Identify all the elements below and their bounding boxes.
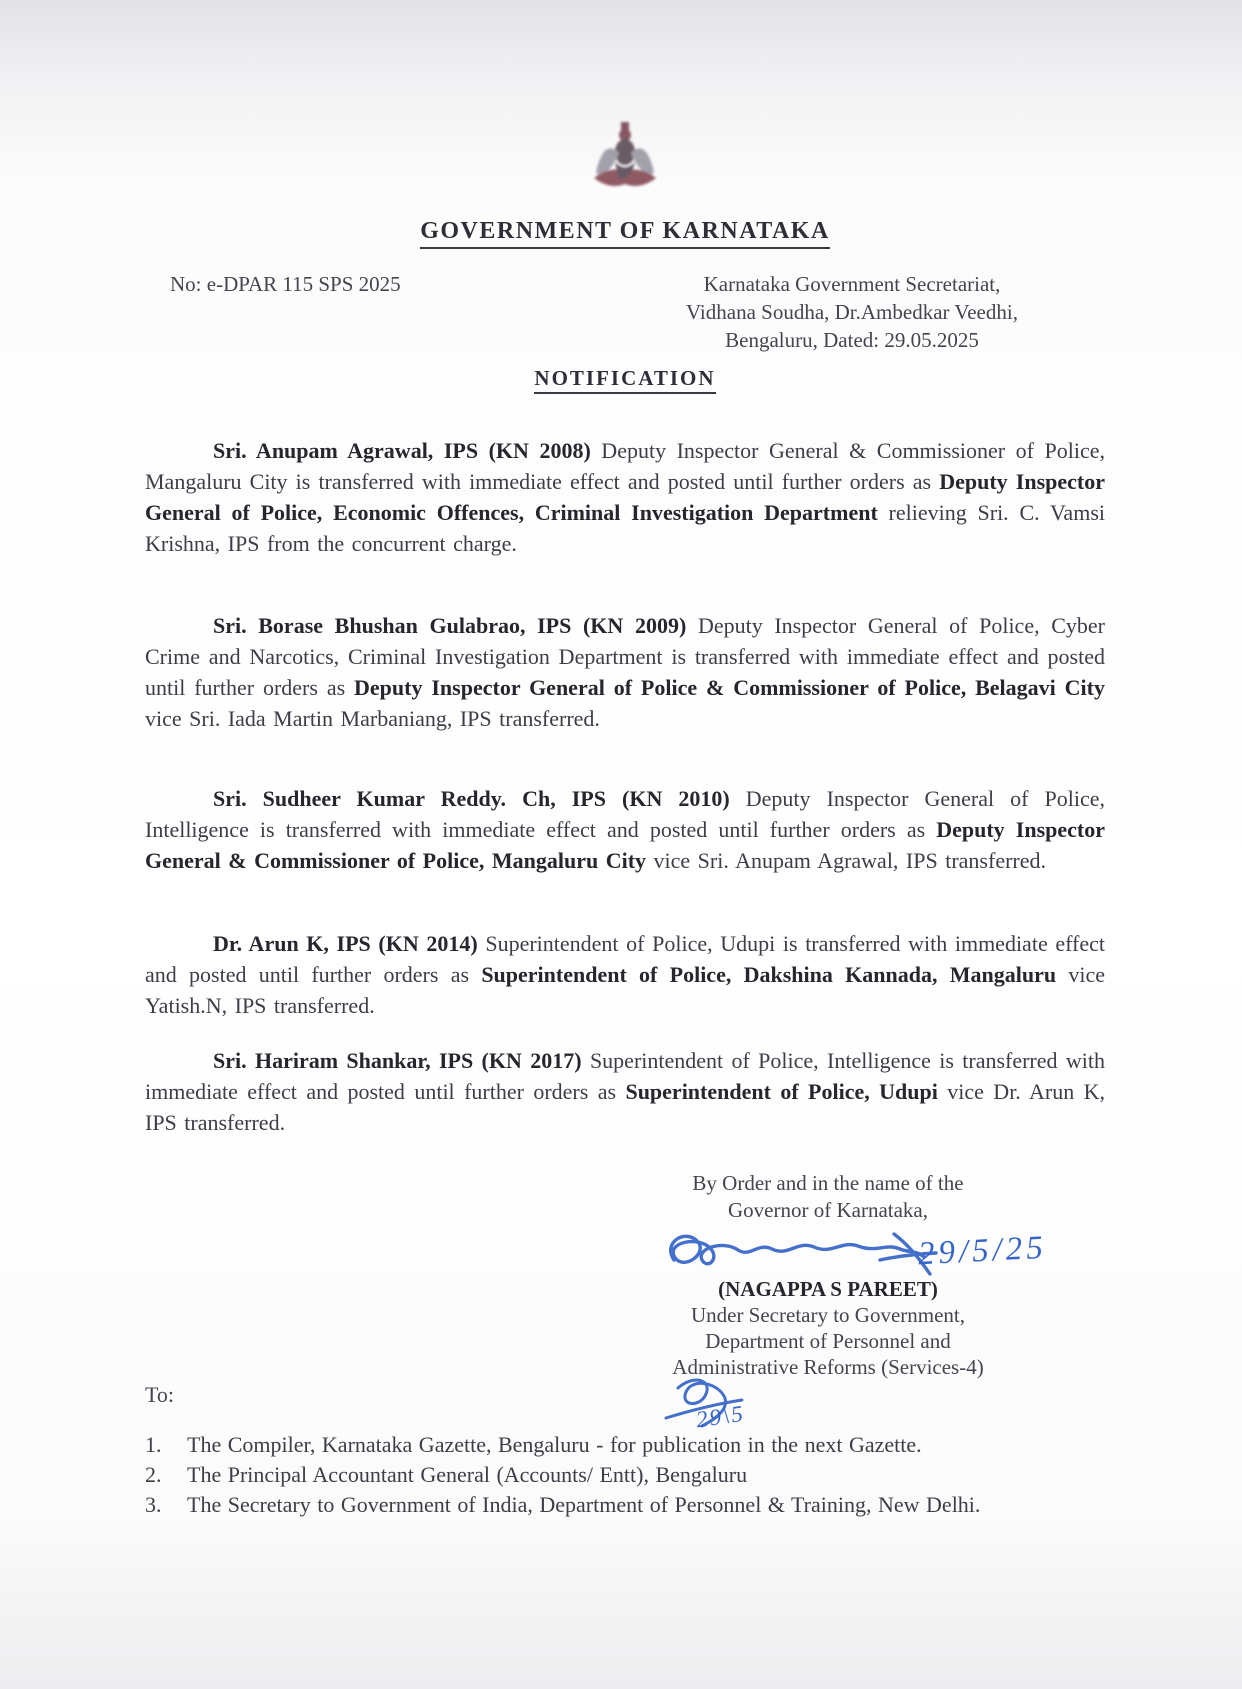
- reference-number: No: e-DPAR 115 SPS 2025: [170, 272, 401, 296]
- order-text-5b: vice Dr. Arun K, IPS transferred.: [145, 1079, 1106, 1135]
- officer-name-5: Sri. Hariram Shankar, IPS (KN 2017): [213, 1048, 582, 1073]
- item-text-2: The Principal Accountant General (Accounts/ Entt), Bengaluru: [187, 1462, 748, 1487]
- designation-line-3: Administrative Reforms (Services-4): [672, 1355, 984, 1379]
- address-line-3: Bengaluru, Dated: 29.05.2025: [725, 328, 979, 352]
- signature-block: [618, 1170, 1048, 1380]
- distribution-item-2: [145, 1460, 1105, 1489]
- to-label: To:: [145, 1382, 175, 1407]
- by-order-line-2: Governor of Karnataka,: [728, 1198, 928, 1222]
- order-text-3b: vice Sri. Anupam Agrawal, IPS transferred.: [646, 848, 1046, 873]
- new-posting-4: Superintendent of Police, Dakshina Kannada, Mangaluru: [481, 962, 1057, 987]
- address-line-1: Karnataka Government Secretariat,: [703, 272, 1001, 296]
- officer-name-3: Sri. Sudheer Kumar Reddy. Ch, IPS (KN 2010): [213, 786, 730, 811]
- order-text-1a: Deputy Inspector General & Commissioner of Police, Mangaluru City is transferred with immediate effect and posted until further orders as: [145, 438, 1105, 494]
- issuing-address: [637, 270, 1067, 354]
- officer-name-1: Sri. Anupam Agrawal, IPS (KN 2008): [213, 438, 591, 463]
- signature-ink-icon: [658, 1216, 958, 1284]
- by-order-line-1: By Order and in the name of the: [692, 1171, 964, 1195]
- address-line-2: Vidhana Soudha, Dr.Ambedkar Veedhi,: [686, 300, 1018, 324]
- document-title-text: GOVERNMENT OF KARNATAKA: [420, 218, 830, 249]
- item-text-3: The Secretary to Government of India, Department of Personnel & Training, New Delhi.: [187, 1492, 981, 1517]
- order-paragraph-1: [145, 435, 1105, 559]
- distribution-list: [145, 1430, 1105, 1520]
- document-title: [145, 218, 1105, 249]
- designation-line-2: Department of Personnel and: [705, 1329, 951, 1353]
- designation-line-1: Under Secretary to Government,: [690, 1303, 966, 1327]
- notification-heading: [145, 366, 1105, 394]
- order-text-1b: relieving Sri. C. Vamsi Krishna, IPS from the concurrent charge.: [145, 500, 1105, 556]
- new-posting-2: Deputy Inspector General of Police & Commissioner of Police, Belagavi City: [354, 675, 1105, 700]
- order-text-2a: Deputy Inspector General of Police, Cyber Crime and Narcotics, Criminal Investigation Department is transferred with immediate effect and posted until further orders as: [145, 613, 1106, 700]
- signatory-name: (NAGAPPA S PAREET): [718, 1277, 938, 1301]
- notification-heading-text: NOTIFICATION: [534, 366, 715, 394]
- distribution-item-1: [145, 1430, 1105, 1459]
- handwritten-signature: [618, 1224, 1048, 1276]
- order-text-4a: Superintendent of Police, Udupi is transferred with immediate effect and posted until further orders as: [145, 931, 1105, 987]
- officer-name-2: Sri. Borase Bhushan Gulabrao, IPS (KN 2009): [213, 613, 687, 638]
- order-text-5a: Superintendent of Police, Intelligence is transferred with immediate effect and posted until further orders as: [145, 1048, 1105, 1104]
- new-posting-5: Superintendent of Police, Udupi: [625, 1079, 938, 1104]
- order-paragraph-2: [145, 610, 1105, 734]
- signature-date: 29/5/25: [917, 1229, 1048, 1273]
- initials-date: 29\5: [694, 1400, 747, 1433]
- order-paragraph-3: [145, 783, 1105, 876]
- distribution-item-3: [145, 1490, 1105, 1519]
- new-posting-1: Deputy Inspector General of Police, Economic Offences, Criminal Investigation Department: [145, 469, 1105, 525]
- officer-name-4: Dr. Arun K, IPS (KN 2014): [213, 931, 478, 956]
- order-text-3a: Deputy Inspector General of Police, Intelligence is transferred with immediate effect and posted until further orders as: [145, 786, 1105, 842]
- item-number-3: 3.: [145, 1492, 162, 1517]
- order-paragraph-5: [145, 1045, 1105, 1138]
- item-number-1: 1.: [145, 1432, 162, 1457]
- karnataka-state-emblem-icon: [586, 120, 664, 204]
- item-number-2: 2.: [145, 1462, 162, 1487]
- order-text-2b: vice Sri. Iada Martin Marbaniang, IPS transferred.: [145, 706, 600, 731]
- order-text-4b: vice Yatish.N, IPS transferred.: [145, 962, 1105, 1018]
- order-paragraph-4: [145, 928, 1105, 1021]
- new-posting-3: Deputy Inspector General & Commissioner of Police, Mangaluru City: [145, 817, 1105, 873]
- item-text-1: The Compiler, Karnataka Gazette, Bengaluru - for publication in the next Gazette.: [187, 1432, 922, 1457]
- document-body: [145, 0, 1105, 1689]
